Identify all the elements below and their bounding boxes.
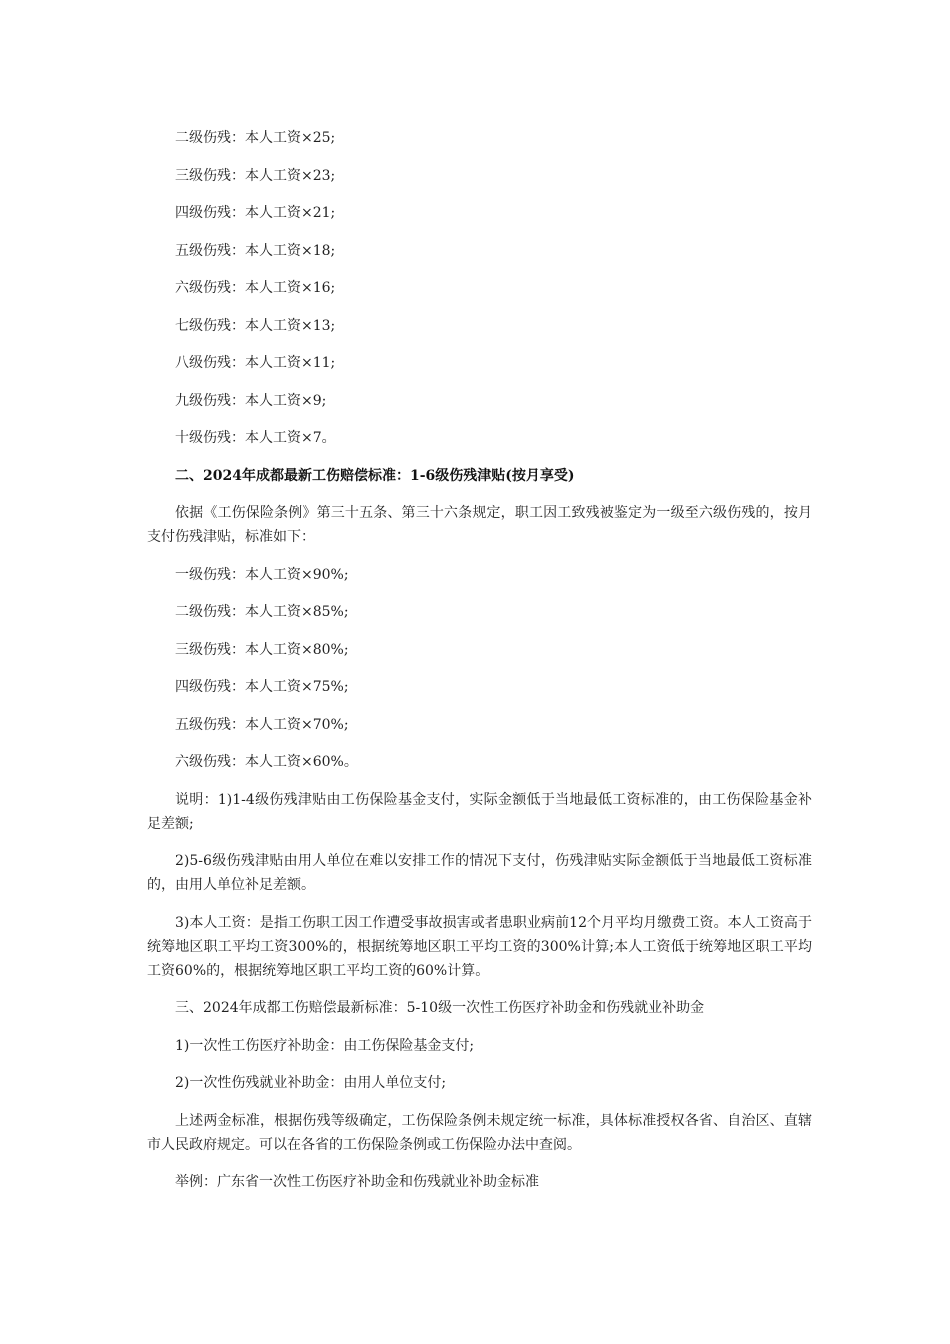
section-3-body: 上述两金标准，根据伤残等级确定，工伤保险条例未规定统一标准，具体标准授权各省、自治区、直辖市人民政府规定。可以在各省的工伤保险条例或工伤保险办法中查阅。: [147, 1112, 812, 1153]
allowance-grade-6-line: 六级伤残：本人工资×60%。: [175, 754, 358, 770]
disability-grade-2-line: 二级伤残：本人工资×25;: [175, 130, 336, 146]
allowance-grade-2-line: 二级伤残：本人工资×85%;: [175, 604, 349, 620]
medical-subsidy-line: 1)一次性工伤医疗补助金：由工伤保险基金支付;: [175, 1037, 475, 1054]
note-1-paragraph: 说明：1)1-4级伤残津贴由工伤保险基金支付，实际金额低于当地最低工资标准的，由工伤保险基金补足差额;: [147, 791, 812, 832]
allowance-grade-3-line: 三级伤残：本人工资×80%;: [175, 641, 349, 658]
disability-grade-4-line: 四级伤残：本人工资×21;: [175, 205, 336, 221]
allowance-grade-5-line: 五级伤残：本人工资×70%;: [175, 716, 349, 733]
note-3-paragraph: 3)本人工资：是指工伤职工因工作遭受事故损害或者患职业病前12个月平均月缴费工资。本人工资高于统筹地区职工平均工资300%的，根据统筹地区职工平均工资的300%计算;本人工资低于统筹地区职工平均工资60%的，根据统筹地区职工平均工资的60%计算。: [147, 914, 812, 979]
example-line: 举例：广东省一次性工伤医疗补助金和伤残就业补助金标准: [175, 1174, 539, 1190]
allowance-grade-4-line: 四级伤残：本人工资×75%;: [175, 679, 349, 695]
disability-grade-7-line: 七级伤残：本人工资×13;: [175, 317, 336, 334]
section-2-intro: 依据《工伤保险条例》第三十五条、第三十六条规定，职工因工致残被鉴定为一级至六级伤残的，按月支付伤残津贴，标准如下：: [147, 505, 812, 545]
employment-subsidy-line: 2)一次性伤残就业补助金：由用人单位支付;: [175, 1075, 447, 1091]
disability-grade-8-line: 八级伤残：本人工资×11;: [175, 355, 336, 371]
note-2-paragraph: 2)5-6级伤残津贴由用人单位在难以安排工作的情况下支付，伤残津贴实际金额低于当地最低工资标准的，由用人单位补足差额。: [147, 853, 812, 893]
section-2-heading: 二、2024年成都最新工伤赔偿标准：1-6级伤残津贴(按月享受): [175, 467, 575, 484]
disability-grade-5-line: 五级伤残：本人工资×18;: [175, 242, 336, 259]
section-3-heading: 三、2024年成都工伤赔偿最新标准：5-10级一次性工伤医疗补助金和伤残就业补助金: [175, 1000, 705, 1016]
disability-grade-3-line: 三级伤残：本人工资×23;: [175, 167, 336, 184]
disability-grade-10-line: 十级伤残：本人工资×7。: [175, 430, 336, 446]
disability-grade-9-line: 九级伤残：本人工资×9;: [175, 392, 327, 409]
allowance-grade-1-line: 一级伤残：本人工资×90%;: [175, 566, 349, 583]
document-body: [147, 126, 812, 1208]
disability-grade-6-line: 六级伤残：本人工资×16;: [175, 280, 336, 296]
